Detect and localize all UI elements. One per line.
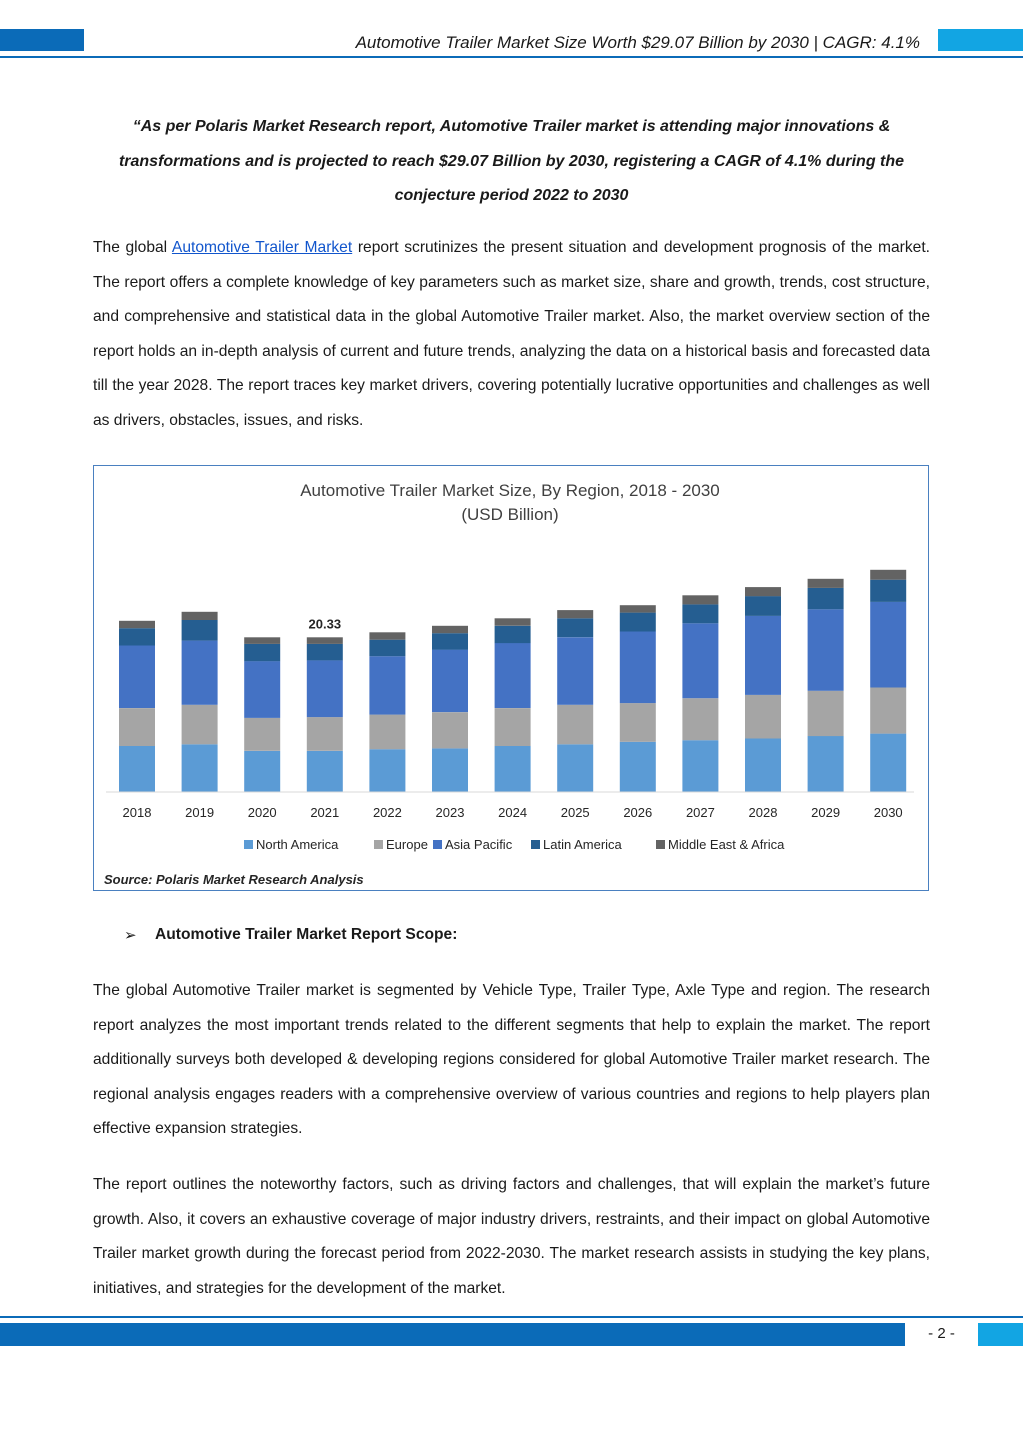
bar-segment-2027-2 (682, 623, 718, 698)
header-rule (0, 56, 1023, 58)
x-tick-2019: 2019 (185, 805, 215, 820)
bar-segment-2025-2 (557, 637, 593, 705)
x-tick-2027: 2027 (685, 805, 715, 820)
bar-segment-2022-2 (369, 656, 405, 714)
market-link[interactable]: Automotive Trailer Market (171, 239, 353, 256)
x-tick-labels (123, 805, 903, 820)
bar-segment-2028-2 (745, 616, 781, 695)
bar-segment-2027-0 (682, 740, 718, 792)
chart-title: Automotive Trailer Market Size, By Region, 2018 - 2030 (300, 481, 720, 500)
footer-right-bar (978, 1323, 1023, 1346)
bar-segment-2026-0 (620, 742, 656, 792)
legend-swatch-4 (656, 840, 665, 849)
legend-label-3: Latin America (543, 837, 622, 852)
bar-segment-2023-1 (432, 712, 468, 748)
bar-segment-2020-4 (244, 637, 280, 644)
chart-legend (244, 837, 785, 852)
legend-label-4: Middle East & Africa (668, 837, 785, 852)
bar-segment-2021-1 (307, 717, 343, 751)
bar-segment-2029-0 (808, 736, 844, 792)
x-tick-2030: 2030 (873, 805, 903, 820)
bar-segment-2030-2 (870, 602, 906, 688)
bar-segment-2027-3 (682, 604, 718, 623)
bar-segment-2030-3 (870, 580, 906, 602)
x-tick-2025: 2025 (560, 805, 590, 820)
bar-segment-2030-0 (870, 734, 906, 792)
legend-swatch-1 (374, 840, 383, 849)
bar-segment-2028-4 (745, 587, 781, 596)
bar-segment-2029-4 (808, 579, 844, 588)
bar-segment-2024-2 (495, 643, 531, 708)
bar-segment-2021-2 (307, 660, 343, 717)
chart-bars (119, 570, 906, 792)
bar-segment-2018-3 (119, 628, 155, 645)
header-title: Automotive Trailer Market Size Worth $29.07 Billion by 2030 | CAGR: 4.1% (355, 33, 920, 52)
chart-data-labels (309, 616, 342, 631)
bar-segment-2019-2 (182, 641, 218, 705)
bar-segment-2029-1 (808, 691, 844, 736)
bar-segment-2024-3 (495, 626, 531, 643)
bar-segment-2026-4 (620, 605, 656, 612)
bar-segment-2019-1 (182, 705, 218, 745)
legend-swatch-2 (433, 840, 442, 849)
bar-segment-2019-3 (182, 620, 218, 641)
bar-segment-2024-4 (495, 618, 531, 625)
bar-segment-2027-1 (682, 698, 718, 740)
legend-swatch-0 (244, 840, 253, 849)
bar-segment-2019-4 (182, 612, 218, 620)
bar-segment-2024-1 (495, 708, 531, 746)
footer-bar (0, 1323, 905, 1346)
bar-segment-2028-0 (745, 739, 781, 793)
para1-rest: report scrutinizes the present situation and development prognosis of the market. The report offers a complete knowledge of key parameters such as market size, share and growth, trends, cost structure, and comprehensive and statistical data in the global Automotive Trailer market. Also, the market overview section of the report holds an in-depth analysis of current and future trends, analyzing the data on a historical basis and forecasted data till the year 2028. The report traces key market drivers, covering potentially lucrative opportunities and challenges as well as drivers, obstacles, issues, and risks. (93, 239, 931, 429)
intro-quote: “As per Polaris Market Research report, Automotive Trailer market is attending major innovations & transformations and is projected to reach $29.07 Billion by 2030, registering a CAGR of 4.1% during the conjecture period 2022 to 2030 (118, 118, 905, 204)
bar-segment-2021-3 (307, 644, 343, 661)
bar-segment-2022-4 (369, 632, 405, 639)
intro-paragraph (93, 231, 930, 439)
legend-label-1: Europe (386, 837, 428, 852)
legend-label-0: North America (256, 837, 339, 852)
bar-segment-2030-1 (870, 688, 906, 734)
bar-segment-2023-3 (432, 633, 468, 650)
bar-segment-2023-0 (432, 748, 468, 792)
bar-segment-2020-0 (244, 751, 280, 792)
bullet-arrow-icon: ➢ (124, 927, 137, 944)
bar-segment-2018-1 (119, 708, 155, 746)
chart-source: Source: Polaris Market Research Analysis (104, 872, 364, 887)
bar-segment-2027-4 (682, 595, 718, 604)
x-tick-2029: 2029 (811, 805, 841, 820)
bar-segment-2025-4 (557, 610, 593, 618)
bar-segment-2018-4 (119, 621, 155, 628)
legend-label-2: Asia Pacific (445, 837, 513, 852)
data-label-2021: 20.33 (308, 616, 342, 632)
x-tick-2020: 2020 (247, 805, 277, 820)
scope-heading: Automotive Trailer Market Report Scope: (155, 926, 458, 943)
x-tick-2028: 2028 (748, 805, 778, 820)
bar-segment-2022-3 (369, 640, 405, 657)
bar-segment-2024-0 (495, 746, 531, 792)
x-tick-2024: 2024 (498, 805, 528, 820)
x-tick-2026: 2026 (623, 805, 653, 820)
para1-prefix: The global (93, 239, 172, 256)
bar-segment-2028-3 (745, 596, 781, 616)
bar-segment-2021-4 (307, 637, 343, 644)
chart-title-group (300, 481, 720, 524)
bar-segment-2022-1 (369, 715, 405, 750)
outline-paragraph: The report outlines the noteworthy factors, such as driving factors and challenges, that will explain the market’s future growth. Also, it covers an exhaustive coverage of major industry drivers, restraints, and their impact on global Automotive Trailer market growth during the forecast period from 2022-2030. The market research assists in studying the key plans, initiatives, and strategies for the development of the market. (93, 1176, 930, 1297)
bar-segment-2023-4 (432, 626, 468, 633)
bar-segment-2020-2 (244, 661, 280, 718)
x-tick-2021: 2021 (310, 805, 340, 820)
bar-segment-2020-1 (244, 718, 280, 751)
page-number: - 2 - (928, 1325, 955, 1342)
bar-segment-2025-3 (557, 618, 593, 637)
bar-segment-2026-1 (620, 703, 656, 742)
bar-segment-2023-2 (432, 650, 468, 713)
bar-segment-2026-2 (620, 632, 656, 704)
footer-rule (0, 1316, 1023, 1318)
chart-frame (93, 465, 929, 891)
bar-segment-2026-3 (620, 613, 656, 632)
bar-segment-2022-0 (369, 749, 405, 792)
bar-segment-2018-2 (119, 646, 155, 709)
market-size-chart (94, 466, 927, 889)
bar-segment-2019-0 (182, 744, 218, 792)
chart-subtitle: (USD Billion) (461, 505, 559, 524)
scope-paragraph: The global Automotive Trailer market is segmented by Vehicle Type, Trailer Type, Axle Type and region. The research report analyzes the most important trends related to the different segments that help to explain the market. The report additionally surveys both developed & developing regions considered for global Automotive Trailer market research. The regional analysis engages readers with a comprehensive overview of various countries and regions to help players plan effective expansion strategies. (93, 982, 930, 1138)
bar-segment-2025-1 (557, 705, 593, 745)
bar-segment-2025-0 (557, 744, 593, 792)
bar-segment-2029-3 (808, 588, 844, 609)
x-tick-2022: 2022 (372, 805, 402, 820)
legend-swatch-3 (531, 840, 540, 849)
x-tick-2018: 2018 (122, 805, 152, 820)
header-right-bar (938, 29, 1023, 51)
bar-segment-2029-2 (808, 609, 844, 691)
bar-segment-2030-4 (870, 570, 906, 580)
x-tick-2023: 2023 (435, 805, 465, 820)
header-left-bar (0, 29, 84, 51)
bar-segment-2018-0 (119, 746, 155, 792)
bar-segment-2021-0 (307, 751, 343, 792)
bar-segment-2020-3 (244, 644, 280, 661)
bar-segment-2028-1 (745, 695, 781, 739)
